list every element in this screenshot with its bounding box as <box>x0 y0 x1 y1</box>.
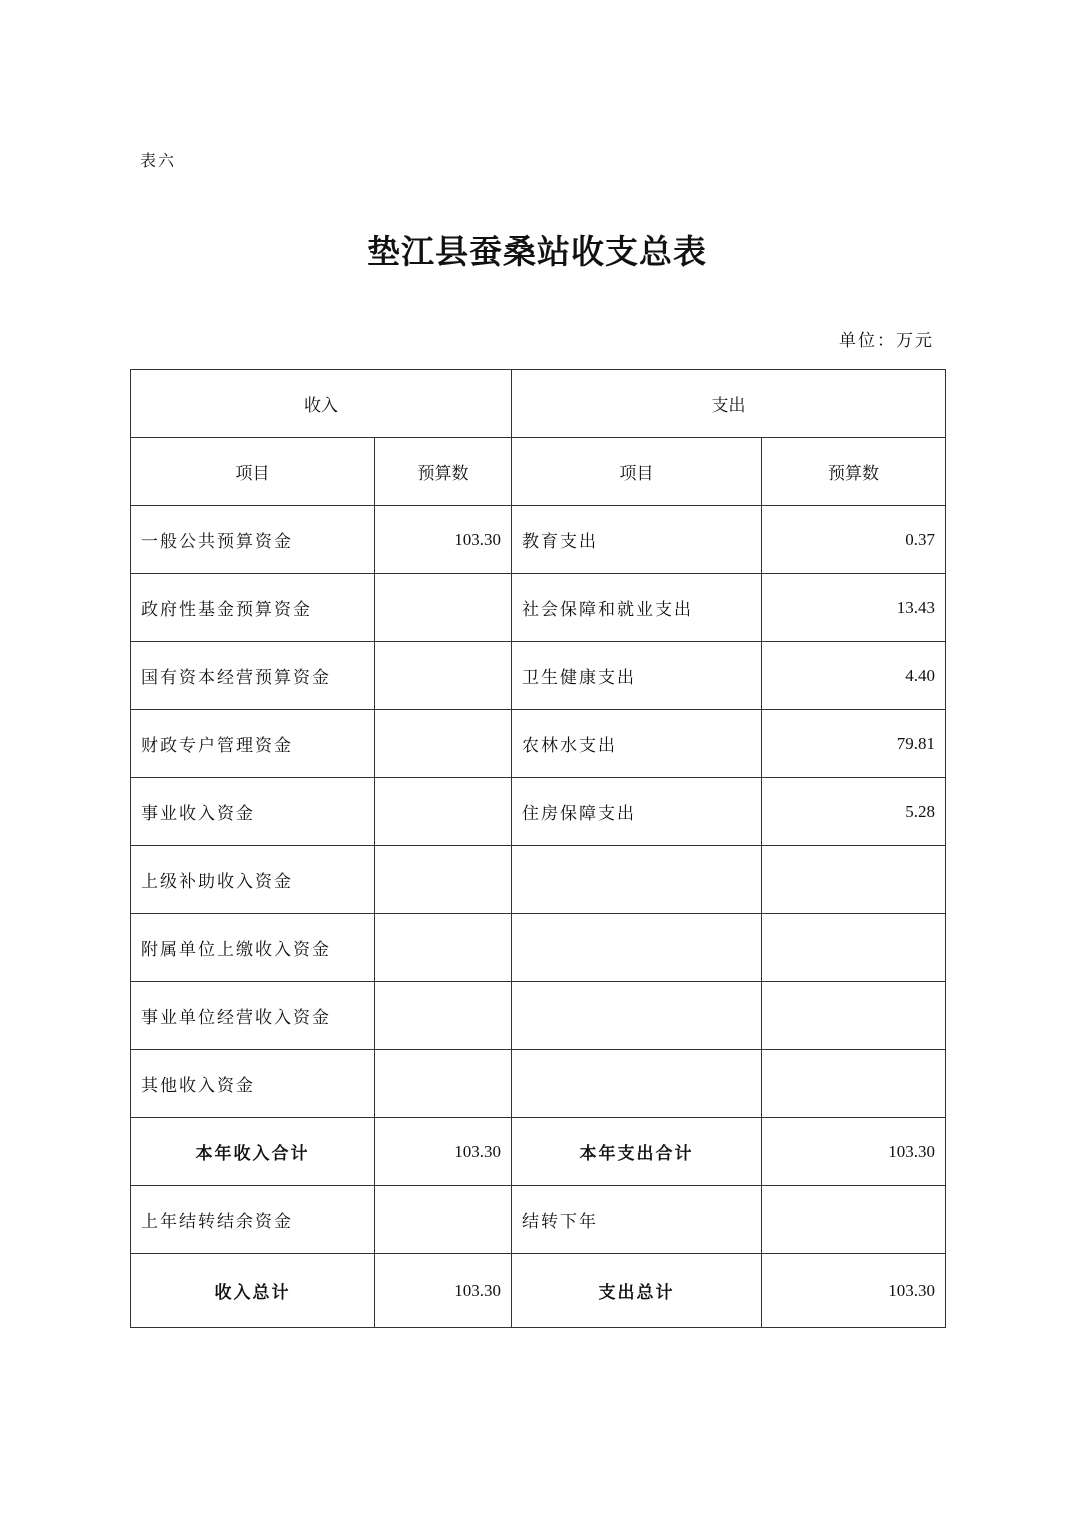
page-title: 垫江县蚕桑站收支总表 <box>367 232 707 271</box>
income-value-cell: 103.30 <box>375 506 512 574</box>
income-item-cell: 财政专户管理资金 <box>131 710 375 778</box>
year-expense-total-value: 103.30 <box>762 1118 946 1186</box>
grand-expense-total-label: 支出总计 <box>512 1254 762 1328</box>
income-value-cell <box>375 1050 512 1118</box>
table-row <box>131 642 946 710</box>
table-row <box>131 1050 946 1118</box>
year-income-total-label: 本年收入合计 <box>131 1118 375 1186</box>
carryover-income-label: 上年结转结余资金 <box>131 1186 375 1254</box>
income-value-cell <box>375 982 512 1050</box>
expense-value-cell <box>762 982 946 1050</box>
budget-table <box>130 369 946 1328</box>
expense-budget-header: 预算数 <box>762 438 946 506</box>
income-value-cell <box>375 914 512 982</box>
expense-item-header: 项目 <box>512 438 762 506</box>
income-item-cell: 其他收入资金 <box>131 1050 375 1118</box>
table-number-label: 表六 <box>140 151 177 170</box>
income-item-cell: 附属单位上缴收入资金 <box>131 914 375 982</box>
table-row <box>131 914 946 982</box>
income-value-cell <box>375 846 512 914</box>
income-item-cell: 上级补助收入资金 <box>131 846 375 914</box>
expense-item-cell <box>512 982 762 1050</box>
expense-item-cell: 住房保障支出 <box>512 778 762 846</box>
table-row <box>131 710 946 778</box>
year-expense-total-label: 本年支出合计 <box>512 1118 762 1186</box>
expense-section-header: 支出 <box>512 370 946 438</box>
income-value-cell <box>375 710 512 778</box>
column-header-row <box>131 438 946 506</box>
expense-value-cell: 13.43 <box>762 574 946 642</box>
grand-expense-total-value: 103.30 <box>762 1254 946 1328</box>
year-total-row <box>131 1118 946 1186</box>
grand-income-total-label: 收入总计 <box>131 1254 375 1328</box>
income-item-cell: 国有资本经营预算资金 <box>131 642 375 710</box>
table-row <box>131 506 946 574</box>
expense-item-cell: 社会保障和就业支出 <box>512 574 762 642</box>
income-item-header: 项目 <box>131 438 375 506</box>
section-header-row <box>131 370 946 438</box>
income-value-cell <box>375 574 512 642</box>
expense-value-cell: 5.28 <box>762 778 946 846</box>
table-row <box>131 846 946 914</box>
income-item-cell: 事业收入资金 <box>131 778 375 846</box>
income-item-cell: 事业单位经营收入资金 <box>131 982 375 1050</box>
grand-total-row <box>131 1254 946 1328</box>
income-item-cell: 一般公共预算资金 <box>131 506 375 574</box>
expense-value-cell: 0.37 <box>762 506 946 574</box>
carryover-row <box>131 1186 946 1254</box>
table-row <box>131 574 946 642</box>
unit-label: 单位：万元 <box>839 331 934 351</box>
expense-value-cell <box>762 846 946 914</box>
income-budget-header: 预算数 <box>375 438 512 506</box>
expense-value-cell: 79.81 <box>762 710 946 778</box>
expense-item-cell <box>512 914 762 982</box>
expense-item-cell <box>512 846 762 914</box>
income-value-cell <box>375 778 512 846</box>
expense-value-cell <box>762 1050 946 1118</box>
expense-item-cell: 农林水支出 <box>512 710 762 778</box>
income-section-header: 收入 <box>131 370 512 438</box>
income-value-cell <box>375 642 512 710</box>
carryover-income-value <box>375 1186 512 1254</box>
grand-income-total-value: 103.30 <box>375 1254 512 1328</box>
carryover-expense-value <box>762 1186 946 1254</box>
expense-item-cell <box>512 1050 762 1118</box>
expense-value-cell: 4.40 <box>762 642 946 710</box>
year-income-total-value: 103.30 <box>375 1118 512 1186</box>
income-item-cell: 政府性基金预算资金 <box>131 574 375 642</box>
table-row <box>131 982 946 1050</box>
expense-value-cell <box>762 914 946 982</box>
expense-item-cell: 教育支出 <box>512 506 762 574</box>
expense-item-cell: 卫生健康支出 <box>512 642 762 710</box>
carryover-expense-label: 结转下年 <box>512 1186 762 1254</box>
table-row <box>131 778 946 846</box>
